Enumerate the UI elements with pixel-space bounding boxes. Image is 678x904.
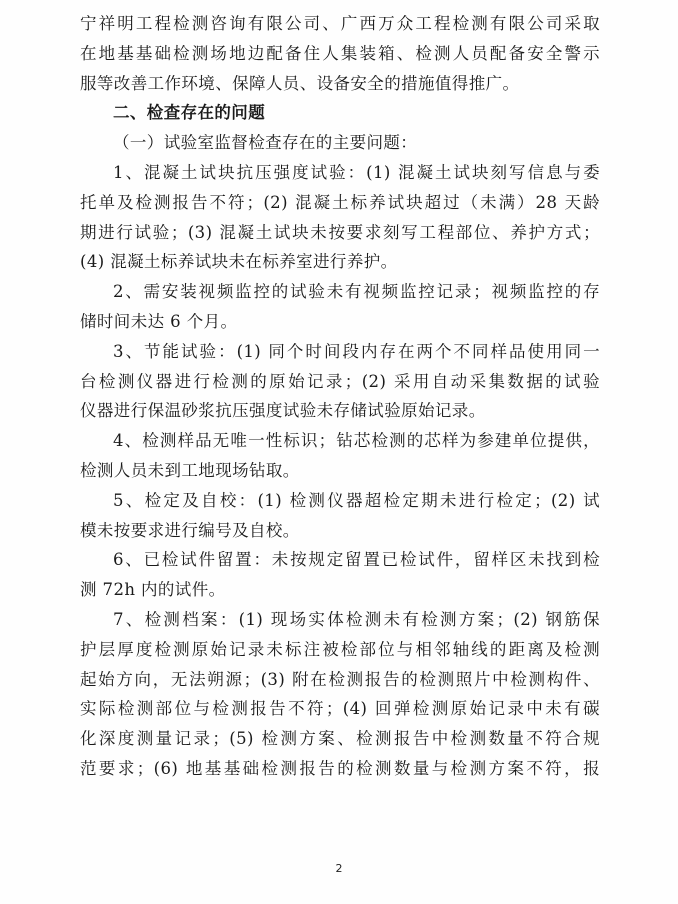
text-line: (4) 混凝土标养试块未在标养室进行养护。 <box>80 252 398 272</box>
text-line: 仪器进行保温砂浆抗压强度试验未存储试验原始记录。 <box>80 401 486 421</box>
text-line: 实际检测部位与检测报告不符；(4) 回弹检测原始记录中未有碳 <box>80 699 600 719</box>
subsection-heading: （一）试验室监督检查存在的主要问题： <box>113 133 418 153</box>
paragraph-first-line: 3、节能试验：(1) 同个时间段内存在两个不同样品使用同一 <box>113 341 600 361</box>
paragraph-first-line: 1、混凝土试块抗压强度试验：(1) 混凝土试块刻写信息与委 <box>113 162 600 182</box>
paragraph-first-line: 6、已检试件留置：未按规定留置已检试件，留样区未找到检 <box>113 550 600 570</box>
paragraph-first-line: 4、检测样品无唯一性标识；钻芯检测的芯样为参建单位提供， <box>113 431 600 451</box>
text-line: 测 72h 内的试件。 <box>80 580 226 600</box>
text-line: 期进行试验；(3) 混凝土试块未按要求刻写工程部位、养护方式； <box>80 222 600 242</box>
text-line: 托单及检测报告不符；(2) 混凝土标养试块超过（未满）28 天龄 <box>80 192 600 212</box>
section-heading: 二、检查存在的问题 <box>113 103 266 123</box>
text-line: 护层厚度检测原始记录未标注被检部位与相邻轴线的距离及检测 <box>80 639 600 659</box>
paragraph-first-line: 2、需安装视频监控的试验未有视频监控记录；视频监控的存 <box>113 282 600 302</box>
text-line: 在地基基础检测场地边配备住人集装箱、检测人员配备安全警示 <box>80 43 600 63</box>
paragraph-first-line: 5、检定及自校：(1) 检测仪器超检定期未进行检定；(2) 试 <box>113 490 600 510</box>
text-line: 宁祥明工程检测咨询有限公司、广西万众工程检测有限公司采取 <box>80 14 600 33</box>
text-line: 服等改善工作环境、保障人员、设备安全的措施值得推广。 <box>80 73 520 93</box>
page-number: 2 <box>335 862 343 875</box>
text-line: 储时间未达 6 个月。 <box>80 311 238 331</box>
text-line: 模未按要求进行编号及自校。 <box>80 520 300 540</box>
text-line: 范要求；(6) 地基基础检测报告的检测数量与检测方案不符，报 <box>80 758 600 778</box>
text-line: 台检测仪器进行检测的原始记录；(2) 采用自动采集数据的试验 <box>80 371 600 391</box>
text-line: 起始方向，无法朔源；(3) 附在检测报告的检测照片中检测构件、 <box>80 669 600 689</box>
paragraph-first-line: 7、检测档案：(1) 现场实体检测未有检测方案；(2) 钢筋保 <box>113 609 600 629</box>
document-body <box>80 9 600 784</box>
text-line: 检测人员未到工地现场钻取。 <box>80 460 300 480</box>
text-line: 化深度测量记录；(5) 检测方案、检测报告中检测数量不符合规 <box>80 729 600 749</box>
